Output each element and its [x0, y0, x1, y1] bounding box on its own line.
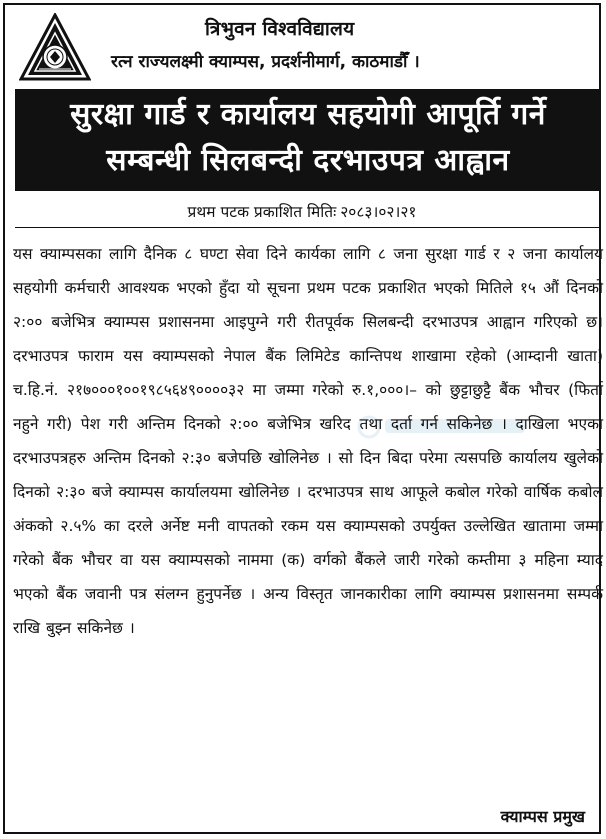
notice-title-line-1: सुरक्षा गार्ड र कार्यालय सहयोगी आपूर्ति गर्ने [70, 97, 546, 132]
institution-name: त्रिभुवन विश्वविद्यालय [205, 18, 355, 40]
notice-title-banner [15, 89, 601, 191]
publication-date-value: २०८३।०२।२१ [340, 203, 417, 221]
divider [15, 227, 601, 228]
notice-paragraph: यस क्याम्पसका लागि दैनिक ८ घण्टा सेवा दिने कार्यका लागि ८ जना सुरक्षा गार्ड र २ जना कार्यालय सहयोगी कर्मचारी आवश्यक भएको हुँदा यो सूचना प्रथम पटक प्रकाशित भएको मितिले १५ औं दिनको २:०० बजेभित्र क्याम्पस प्रशासनमा आइपुग्ने गरी रीतपूर्वक सिलबन्दी दरभाउपत्र आह्वान गरिएको छ। दरभाउपत्र फाराम यस क्याम्पसको नेपाल बैंक लिमिटेड कान्तिपथ शाखामा रहेको (आम्दानी खाता) च.हि.नं. २१७०००१००१९८५६४९००००३२ मा जम्मा गरेको रु.१,०००।– को छुट्टाछुट्टै बैंक भौचर (फिर्ता नहुने गरी) पेश गरी अन्तिम दिनको २:०० बजेभित्र खरिद तथा दर्ता गर्न सकिनेछ । दाखिला भएका दरभाउपत्रहरु अन्तिम दिनको २:३० बजेपछि खोलिनेछ । सो दिन बिदा परेमा त्यसपछि कार्यालय खुलेको दिनको २:३० बजे क्याम्पस कार्यालयमा खोलिनेछ । दरभाउपत्र साथ आफूले कबोल गरेको वार्षिक कबोल अंकको २.५% का दरले अर्नेष्ट मनी वापतको रकम यस क्याम्पसको उपर्युक्त उल्लेखित खातामा जम्मा गरेको बैंक भौचर वा यस क्याम्पसको नाममा (क) वर्गको बैंकले जारी गरेको कम्तीमा ३ महिना म्याद भएको बैंक जवानी पत्र संलग्न हुनुपर्नेछ । अन्य विस्तृत जानकारीका लागि क्याम्पस प्रशासनमा सम्पर्क राखि बुझ्न सकिनेछ । [13, 245, 603, 637]
notice-body [13, 237, 603, 645]
publication-date-line [5, 200, 599, 222]
signatory-title: क्याम्पस प्रमुख [500, 807, 585, 826]
campus-address: रत्न राज्यलक्ष्मी क्याम्पस, प्रदर्शनीमार्ग, काठमाडौँ । [111, 52, 420, 72]
publication-date-label: प्रथम पटक प्रकाशित मितिः [187, 203, 337, 221]
university-emblem-logo [19, 13, 91, 81]
notice-title-line-2: सम्बन्धी सिलबन्दी दरभाउपत्र आह्वान [106, 143, 510, 178]
notice-frame [3, 3, 601, 834]
